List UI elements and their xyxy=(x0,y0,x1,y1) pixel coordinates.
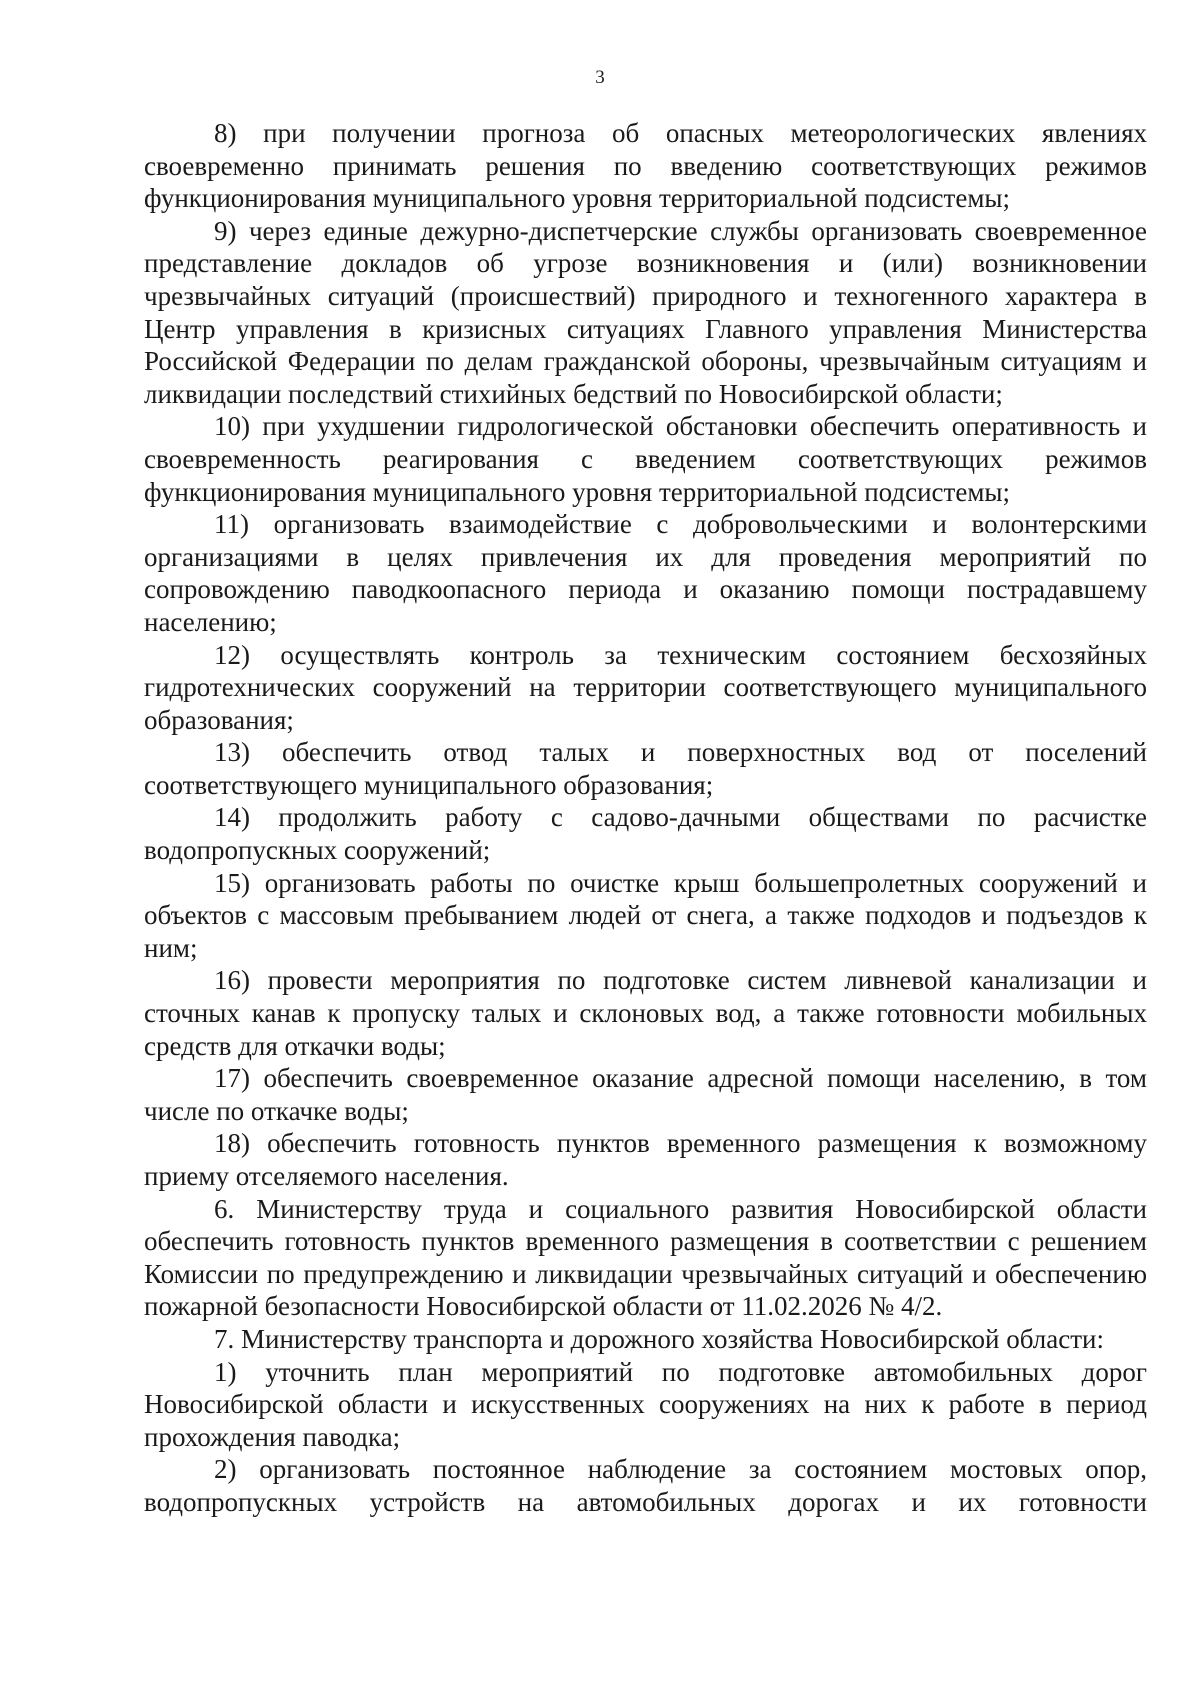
paragraph-item-11: 11) организовать взаимодействие с добровольческими и волонтерскими организациями в целях привлечения их для проведения мероприятий по сопровождению паводкоопасного периода и оказанию помощи пострадавшему населению; xyxy=(144,509,1147,637)
paragraph-item-10: 10) при ухудшении гидрологической обстановки обеспечить оперативность и своевременность реагирования с введением соответствующих режимов функционирования муниципального уровня территориальной подсистемы; xyxy=(144,411,1147,507)
paragraph-item-8: 8) при получении прогноза об опасных метеорологических явлениях своевременно принимать решения по введению соответствующих режимов функционирования муниципального уровня территориальной подсистемы; xyxy=(144,118,1147,214)
paragraph-section-7-item-2: 2) организовать постоянное наблюдение за состоянием мостовых опор, водопропускных устройств на автомобильных дорогах и их готовности xyxy=(144,1454,1147,1517)
paragraph-section-7: 7. Министерству транспорта и дорожного хозяйства Новосибирской области: xyxy=(214,1323,1104,1354)
paragraph-item-13: 13) обеспечить отвод талых и поверхностных вод от поселений соответствующего муниципального образования; xyxy=(144,737,1147,800)
paragraph-item-12: 12) осуществлять контроль за техническим состоянием бесхозяйных гидротехнических сооружений на территории соответствующего муниципального образования; xyxy=(144,639,1147,735)
paragraph-section-7-item-1: 1) уточнить план мероприятий по подготовке автомобильных дорог Новосибирской области и искусственных сооружениях на них к работе в период прохождения паводка; xyxy=(144,1356,1147,1452)
paragraph-section-6: 6. Министерству труда и социального развития Новосибирской области обеспечить готовность пунктов временного размещения в соответствии с решением Комиссии по предупреждению и ликвидации чрезвычайных ситуаций и обеспечению пожарной безопасности Новосибирской области от 11.02.2026 № 4/2. xyxy=(144,1193,1147,1322)
paragraph-item-9: 9) через единые дежурно-диспетчерские службы организовать своевременное представление докладов об угрозе возникновения и (или) возникновении чрезвычайных ситуаций (происшествий) природного и техногенного характера в Центр управления в кризисных ситуациях Главного управления Министерства Российской Федерации по делам гражданской обороны, чрезвычайным ситуациям и ликвидации последствий стихийных бедствий по Новосибирской области; xyxy=(144,215,1147,409)
paragraph-item-17: 17) обеспечить своевременное оказание адресной помощи населению, в том числе по откачке воды; xyxy=(144,1063,1147,1126)
page-number: 3 xyxy=(595,67,605,88)
paragraph-item-18: 18) обеспечить готовность пунктов временного размещения к возможному приему отселяемого населения. xyxy=(144,1128,1147,1191)
paragraph-item-16: 16) провести мероприятия по подготовке систем ливневой канализации и сточных канав к пропуску талых и склоновых вод, а также готовности мобильных средств для откачки воды; xyxy=(144,965,1147,1061)
document-body xyxy=(144,117,1147,1519)
paragraph-item-14: 14) продолжить работу с садово-дачными обществами по расчистке водопропускных сооружений; xyxy=(144,802,1147,866)
paragraph-item-15: 15) организовать работы по очистке крыш большепролетных сооружений и объектов с массовым пребыванием людей от снега, а также подходов и подъездов к ним; xyxy=(144,867,1147,963)
